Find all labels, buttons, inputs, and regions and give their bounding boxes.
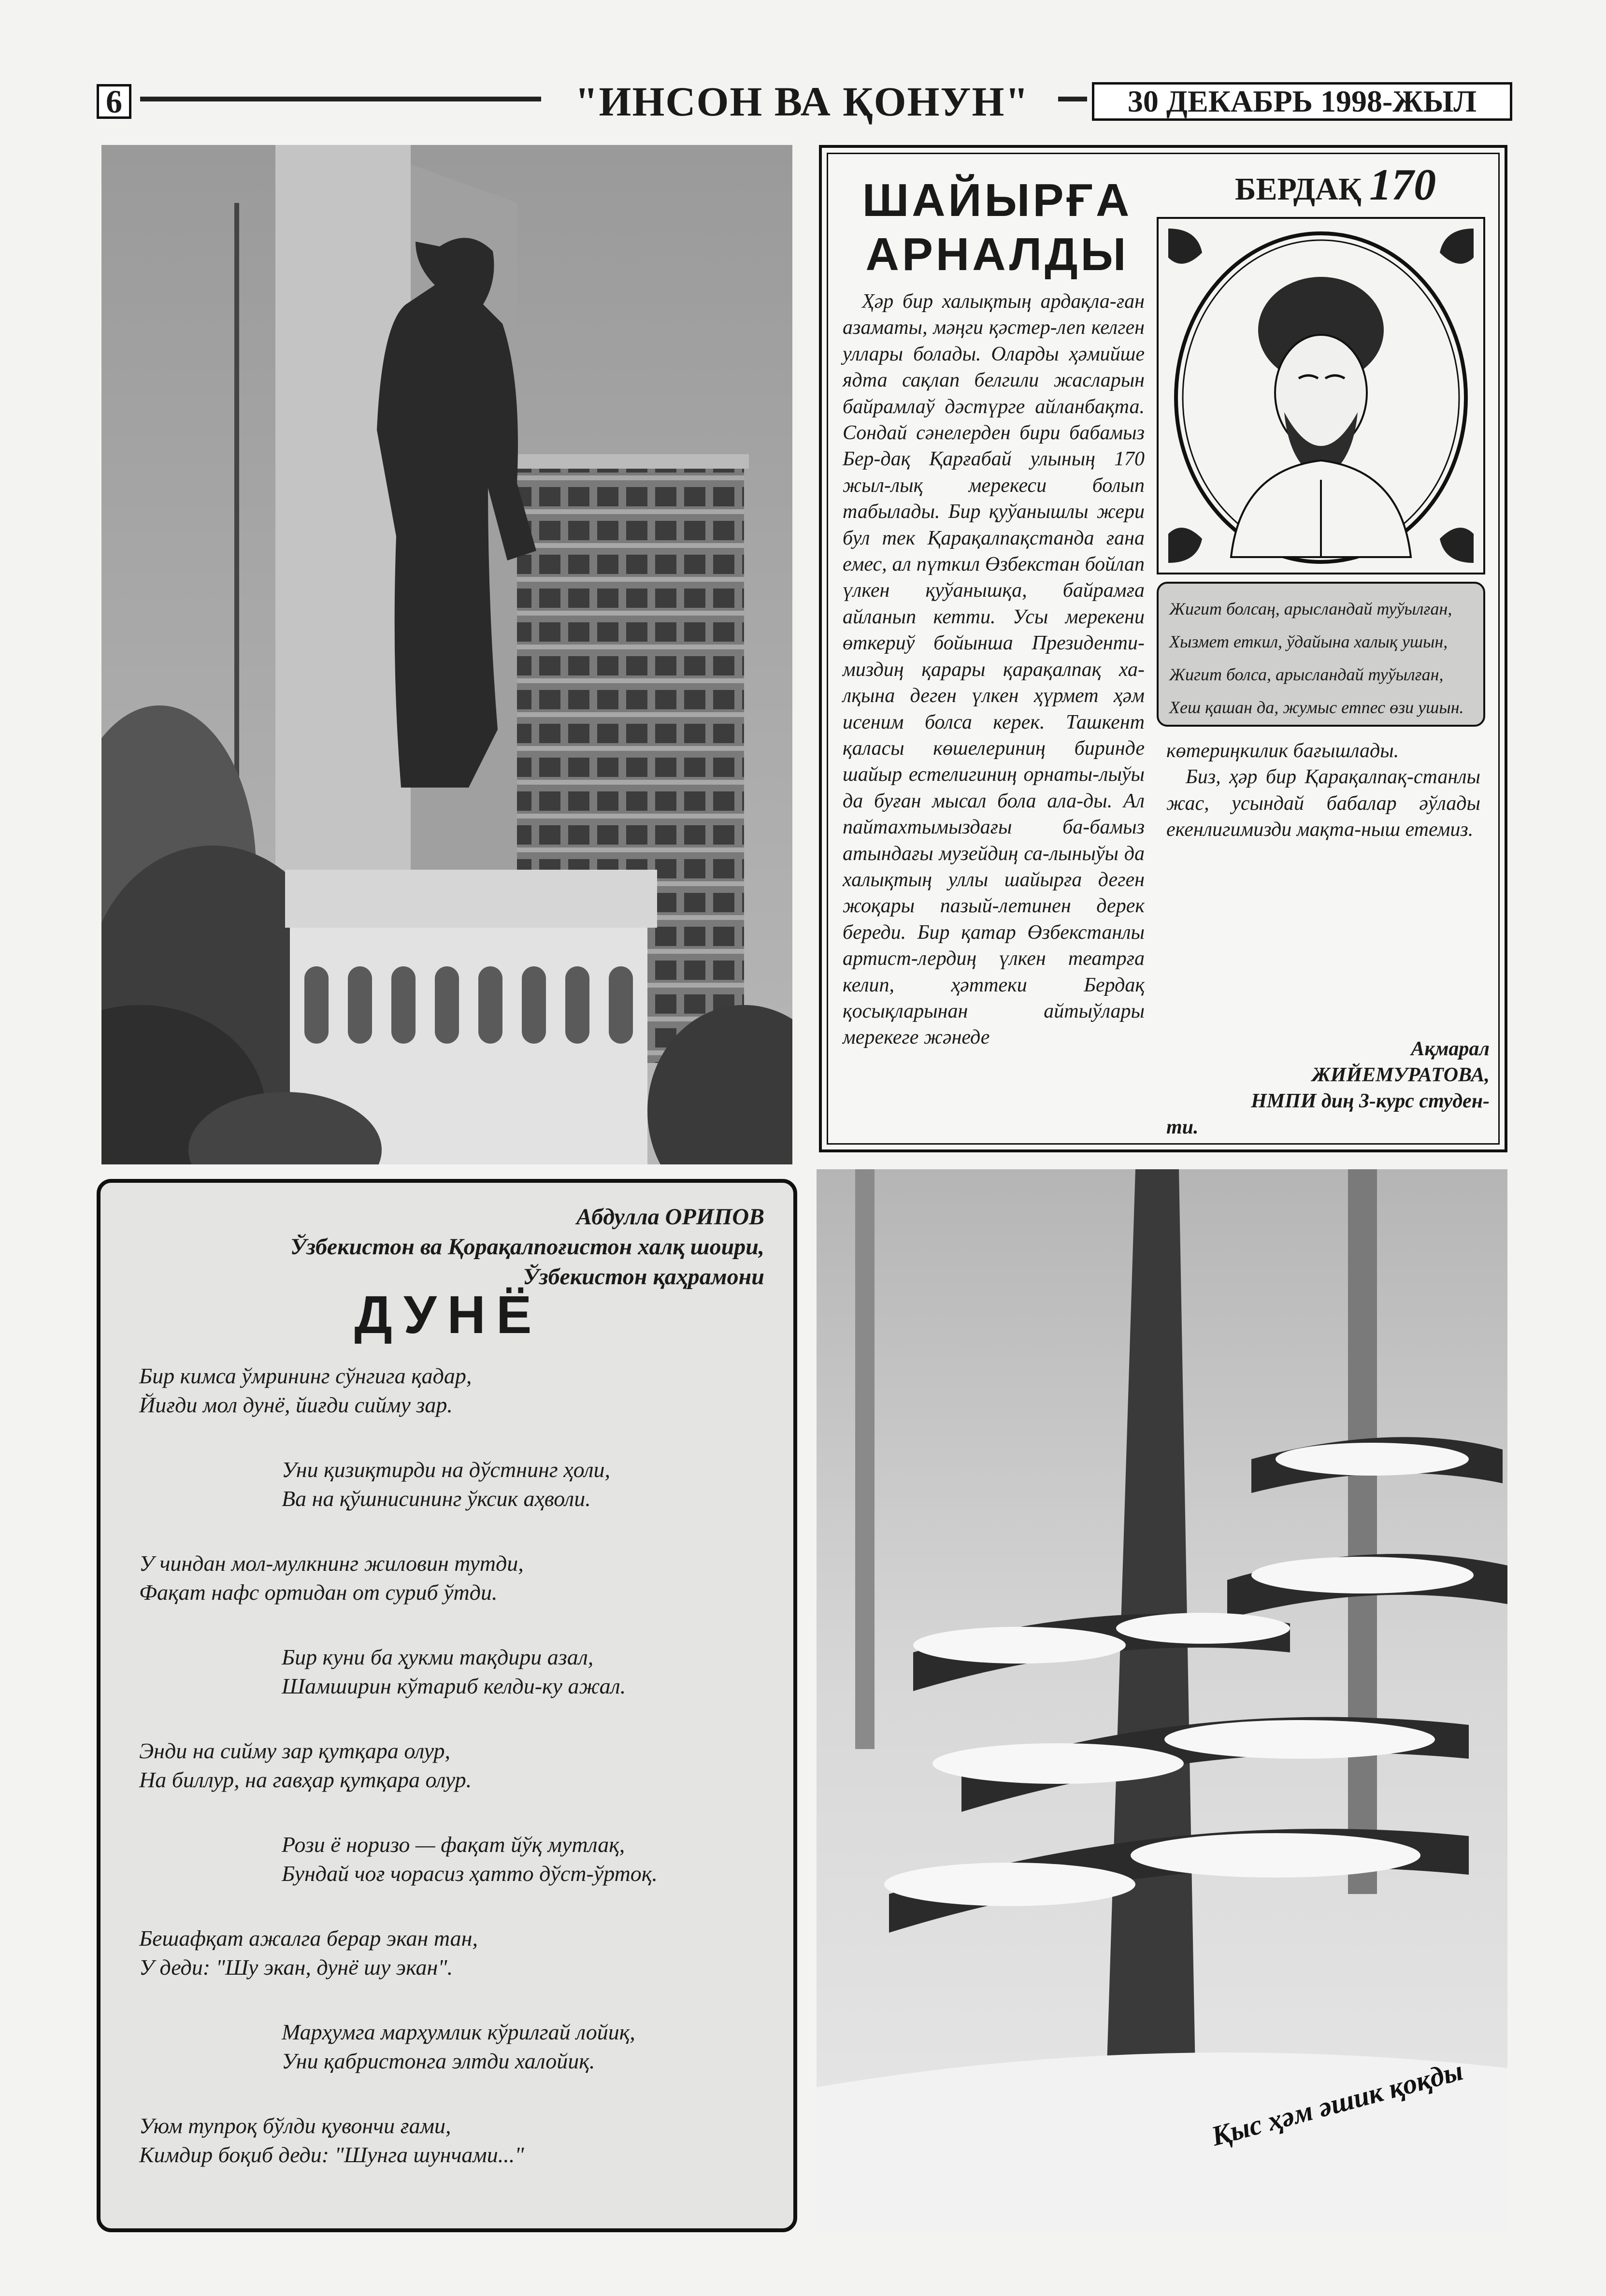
page-number: 6 — [97, 84, 131, 119]
newspaper-title: "ИНСОН ВА ҚОНУН" — [574, 78, 1030, 125]
article-body-left — [843, 288, 1145, 1051]
verse-line: Жигит болса, арысландай туўылған, — [1169, 665, 1444, 684]
poem-line: Уюм тупроқ бўлди қувончи ғами, — [139, 2113, 451, 2138]
article-inner-frame — [827, 153, 1500, 1145]
poem-author — [290, 1202, 764, 1292]
article-paragraph: Ҳәр бир халықтың ардақла-ған азаматы, мәңги қәстер-леп келген уллары болады. Оларды ҳәмийше ядта сақлап белгили жасларын байрамлаў дәстүрге айланбақта. Сондай сәнелерден бири бабамыз Бер-дақ Қарғабай улының 170 жыл-лық мерекеси болып табылады. Бир қуўанышлы жери бул тек Қарақалпақстанда ғана емес, ал пүткил Өзбекстан бойлап үлкен қуўанышқа, байрамға айланып кетти. Усы мерекени өткериў бойынша Президенти-миздиң қарары қарақалпақ ха-лқына деген үлкен ҳүрмет ҳәм исеним болса керек. Ташкент қаласы көшелериниң биринде шайыр естелигиниң орнаты-лыўы да буған мысал бола ала-ды. Ал пайтахтымыздағы ба-бамыз атындағы музейдиң са-лыныўы да халықтың уллы шайырға деген жоқары пазый-летинен дерек береди. Бир қатар Өзбекстанлы артист-лердиң үлкен театрға келип, ҳәттеки Бердақ қосықларынан айтыўлары мерекеге жәнеде — [843, 290, 1145, 1049]
poem-stanza — [139, 2018, 767, 2076]
article-body-right — [1166, 738, 1480, 843]
poem-line: Шамширин кўтариб келди-ку ажал. — [282, 1674, 626, 1698]
poem-line: Уни қизиқтирди на дўстнинг ҳоли, — [282, 1457, 611, 1482]
poem-line: Марҳумга марҳумлик кўрилгай лойиқ, — [282, 2020, 635, 2044]
header-rule-left — [140, 97, 541, 101]
verse-box — [1157, 582, 1485, 727]
poem-box — [97, 1179, 797, 2232]
signature-affiliation: НМПИ диң 3-курс студен- — [1251, 1090, 1490, 1112]
poem-line: Уни қабристонга элтди халойиқ. — [282, 2049, 595, 2073]
poem-line: Рози ё норизо — фақат йўқ мутлақ, — [282, 1832, 625, 1857]
article-signature — [1251, 1036, 1490, 1114]
article-title-line1: ШАЙЫРҒА — [862, 174, 1133, 226]
header-rule-right — [1058, 97, 1087, 101]
poem-author-title: Ўзбекистон ва Қорақалпоғистон халқ шоири, — [290, 1234, 764, 1260]
signature-affiliation-end: ти. — [1166, 1116, 1199, 1138]
article-paragraph: көтериңкилик бағышлады. — [1166, 740, 1399, 762]
poem-line: Бешафқат ажалга берар экан тан, — [139, 1926, 478, 1951]
poem-line: Кимдир боқиб деди: "Шунга шунчами..." — [139, 2142, 524, 2167]
signature-first-name: Ақмарал — [1411, 1038, 1490, 1060]
monument-photo-drawing — [101, 145, 792, 1164]
verse-line: Хеш қашан да, жумыс етпес өзи ушын. — [1169, 698, 1464, 717]
signature-last-name: ЖИЙЕМУРАТОВА, — [1312, 1064, 1490, 1086]
poem-stanza — [139, 1362, 767, 1420]
poem-stanza — [139, 1455, 767, 1513]
poem-author-name: Абдулла ОРИПОВ — [576, 1204, 764, 1230]
verse-line: Жигит болсаң, арысландай туўылған, — [1169, 599, 1452, 618]
poem-line: На биллур, на гавҳар қутқара олур. — [139, 1767, 472, 1792]
portrait-drawing — [1159, 219, 1483, 573]
poem-stanza — [139, 1549, 767, 1607]
poem-stanza — [139, 1643, 767, 1701]
poem-stanza — [139, 2111, 767, 2169]
monument-photo — [101, 145, 792, 1164]
poem-line: Бир кимса ўмрининг сўнгига қадар, — [139, 1363, 472, 1388]
poem-stanza — [139, 1924, 767, 1982]
poem-line: Фақат нафс ортидан от суриб ўтди. — [139, 1580, 498, 1605]
issue-date: 30 ДЕКАБРЬ 1998-ЖЫЛ — [1092, 82, 1512, 121]
page-header — [97, 77, 1512, 130]
poem-author-title: Ўзбекистон қаҳрамони — [523, 1264, 764, 1290]
anniversary-rubric — [1205, 159, 1466, 210]
rubric-name: БЕРДАҚ — [1234, 172, 1362, 207]
poem-line: Ва на қўшнисининг ўксик аҳволи. — [282, 1486, 591, 1511]
article-paragraph: Биз, ҳәр бир Қарақалпақ-станлы жас, усындай бабалар әўлады екенлигимизди мақта-ныш етемиз. — [1166, 766, 1480, 841]
rubric-number: 170 — [1369, 160, 1436, 209]
verse-line: Хызмет еткил, ўдайына халық ушын, — [1169, 632, 1448, 651]
poem-title: ДУНЁ — [354, 1285, 543, 1345]
berdakh-portrait — [1157, 217, 1485, 574]
poem-stanza — [139, 1830, 767, 1888]
poem-line: Йиғди мол дунё, йиғди сийму зар. — [139, 1392, 453, 1417]
article-title — [847, 173, 1147, 282]
poem-line: У деди: "Шу экан, дунё шу экан". — [139, 1955, 453, 1980]
winter-photo-caption: Қыс ҳәм әшик қоқды — [1208, 2054, 1466, 2152]
berdakh-article — [819, 145, 1507, 1152]
poem-line: Энди на сийму зар қутқара олур, — [139, 1738, 450, 1763]
poem-text — [139, 1362, 767, 2205]
poem-line: Бир куни ба ҳукми тақдири азал, — [282, 1645, 594, 1669]
article-title-line2: АРНАЛДЫ — [865, 229, 1129, 280]
poem-stanza — [139, 1736, 767, 1794]
poem-line: Бундай чоғ чорасиз ҳатто дўст-ўртоқ. — [282, 1861, 658, 1886]
poem-line: У чиндан мол-мулкнинг жиловин тутди, — [139, 1551, 524, 1576]
